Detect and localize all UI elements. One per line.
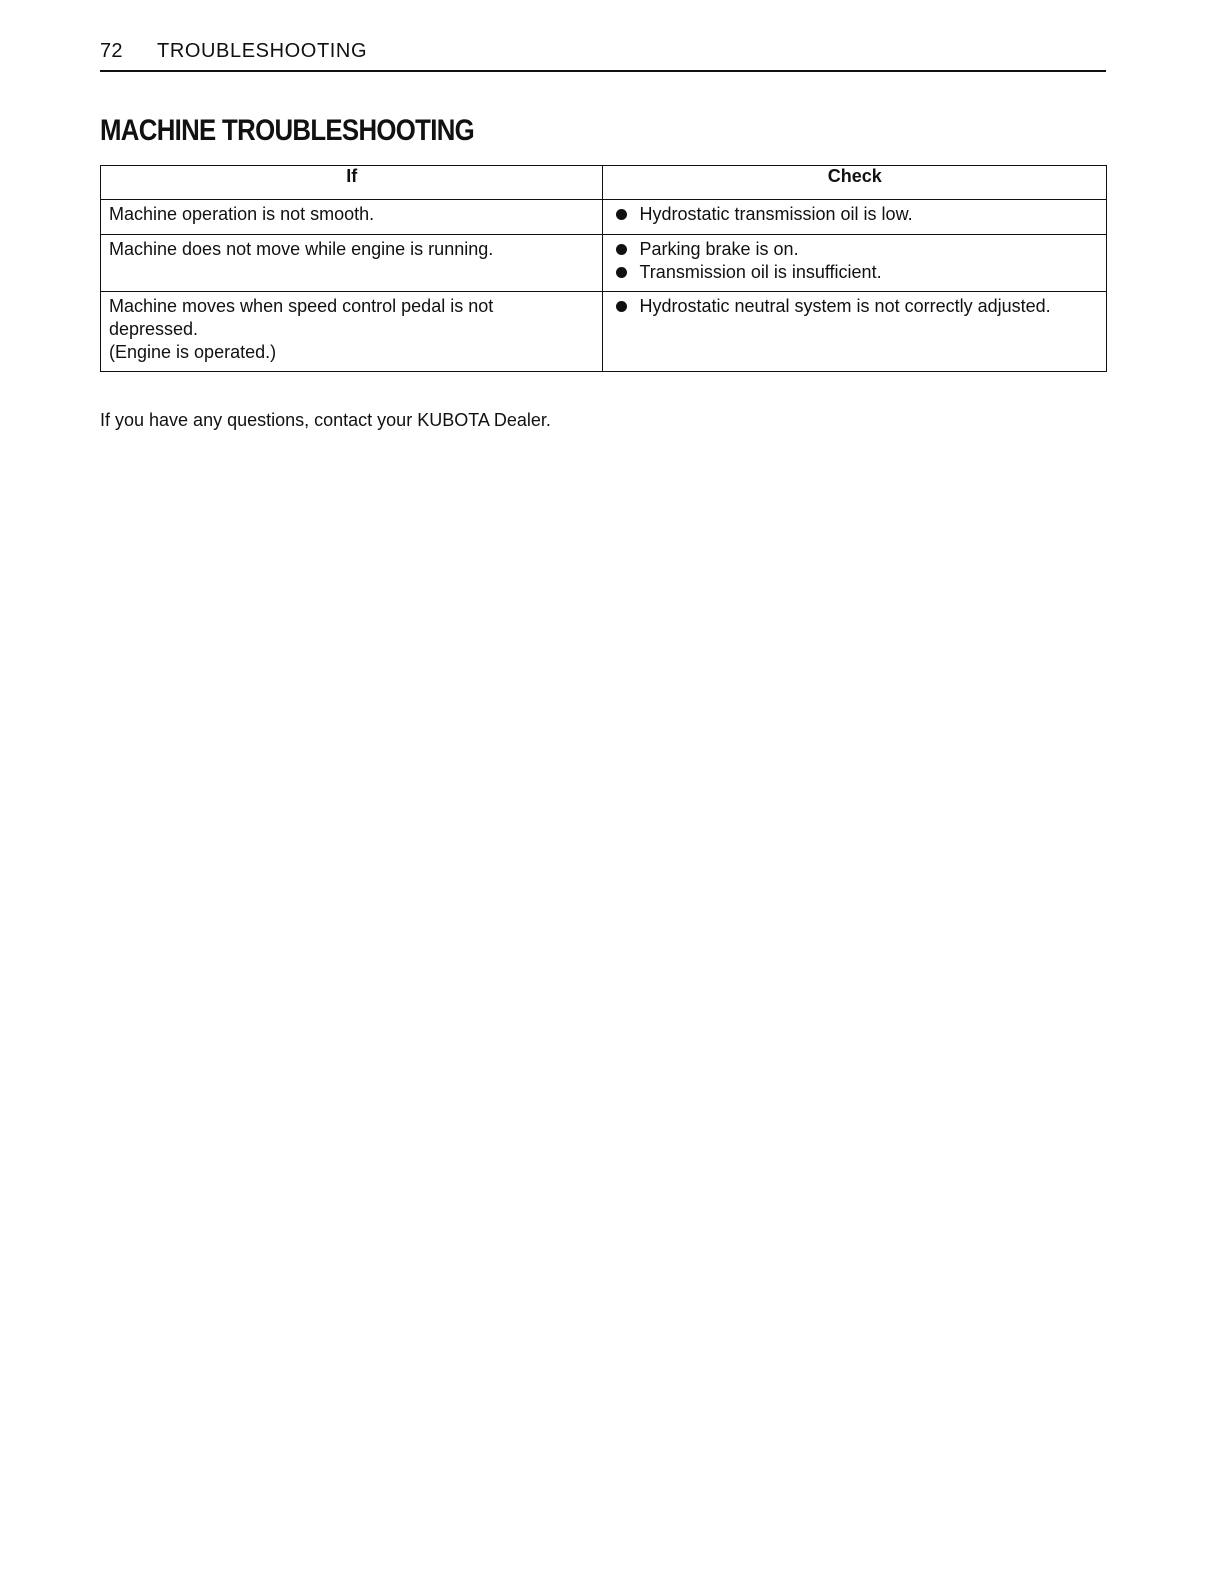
check-list [611, 203, 1098, 226]
page-number: 72 [100, 40, 123, 62]
condition-cell [101, 200, 603, 235]
page-section-title: TROUBLESHOOTING [157, 40, 368, 62]
check-list [611, 238, 1098, 284]
condition-text: (Engine is operated.) [109, 342, 277, 362]
condition-text: Machine operation is not smooth. [109, 204, 375, 224]
check-text: Transmission oil is insufficient. [639, 262, 882, 282]
condition-text: Machine moves when speed control pedal is not [109, 296, 494, 316]
check-cell [603, 200, 1107, 235]
column-header-if: If [101, 166, 603, 200]
bullet-icon [616, 267, 627, 278]
bullet-icon [616, 301, 627, 312]
condition-cell [101, 292, 603, 372]
check-item [611, 295, 1098, 318]
table-row [101, 200, 1107, 235]
check-cell [603, 235, 1107, 292]
bullet-icon [616, 209, 627, 220]
condition-cell [101, 235, 603, 292]
section-title: MACHINE TROUBLESHOOTING [100, 114, 475, 147]
condition-text: Machine does not move while engine is running. [109, 239, 494, 259]
check-text: Hydrostatic neutral system is not correctly adjusted. [639, 296, 1051, 316]
table-row [101, 235, 1107, 292]
condition-text: depressed. [109, 319, 199, 339]
troubleshooting-table [100, 165, 1107, 372]
contact-dealer-note: If you have any questions, contact your KUBOTA Dealer. [100, 410, 551, 430]
table-row [101, 292, 1107, 372]
check-item [611, 238, 1098, 261]
page-header [100, 38, 1106, 72]
check-cell [603, 292, 1107, 372]
bullet-icon [616, 244, 627, 255]
check-item [611, 203, 1098, 226]
check-item [611, 261, 1098, 284]
check-text: Hydrostatic transmission oil is low. [639, 204, 913, 224]
check-text: Parking brake is on. [639, 239, 799, 259]
check-list [611, 295, 1098, 318]
table-header-row [101, 166, 1107, 200]
column-header-check: Check [603, 166, 1107, 200]
